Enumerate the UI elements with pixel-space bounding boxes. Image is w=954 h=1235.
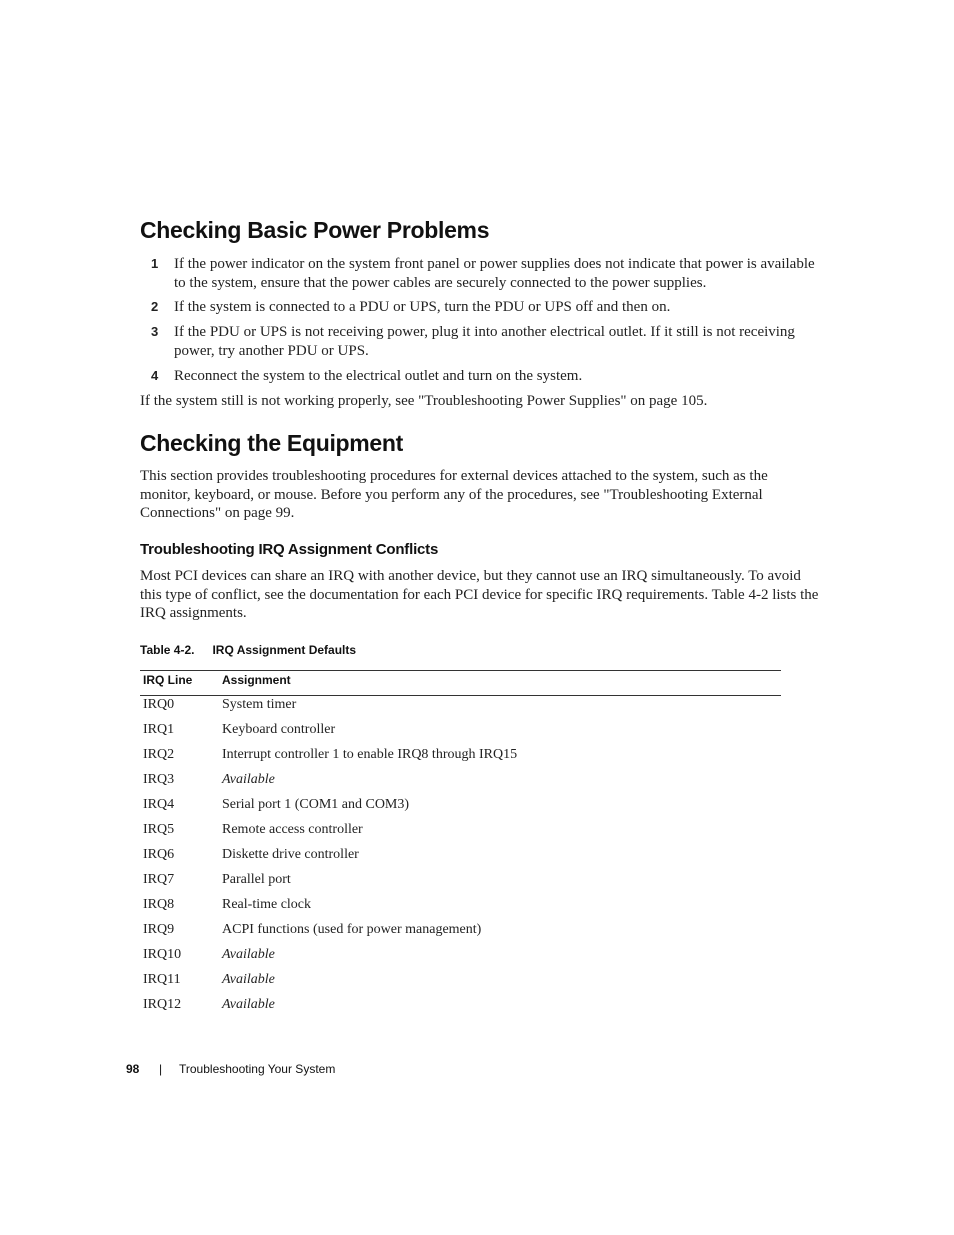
heading-checking-equipment: Checking the Equipment xyxy=(140,430,404,456)
page-footer xyxy=(126,1062,336,1076)
footer-separator: | xyxy=(159,1062,163,1076)
table-row xyxy=(140,897,781,922)
heading-irq-conflicts: Troubleshooting IRQ Assignment Conflicts xyxy=(140,541,439,558)
irq-line-cell: IRQ12 xyxy=(143,997,182,1012)
table-caption xyxy=(140,643,356,657)
irq-line-cell: IRQ8 xyxy=(143,897,175,912)
power-closing-text: If the system still is not working properly, see "Troubleshooting Power Supplies" on page 105. xyxy=(140,393,708,409)
assignment-cell: ACPI functions (used for power management) xyxy=(222,922,482,937)
table-header-assignment: Assignment xyxy=(222,673,291,687)
step-text: Reconnect the system to the electrical outlet and turn on the system. xyxy=(174,368,583,384)
table-row xyxy=(140,872,781,897)
irq-line-cell: IRQ11 xyxy=(143,972,181,987)
table-row xyxy=(140,797,781,822)
irq-line-cell: IRQ7 xyxy=(143,872,175,887)
table-header-rule xyxy=(140,695,781,696)
step-text: If the PDU or UPS is not receiving power, plug it into another electrical outlet. If it still is not receiving power, try another PDU or UPS. xyxy=(174,324,795,359)
step-text: If the power indicator on the system front panel or power supplies does not indicate that power is available to the system, ensure that the power cables are securely connected to the power supplies. xyxy=(174,256,815,291)
assignment-cell: Remote access controller xyxy=(222,822,363,837)
assignment-cell: Available xyxy=(222,772,275,787)
table-row xyxy=(140,947,781,972)
table-header-irq-line: IRQ Line xyxy=(143,673,193,687)
irq-line-cell: IRQ9 xyxy=(143,922,175,937)
table-top-rule xyxy=(140,670,781,671)
assignment-cell: Available xyxy=(222,972,275,987)
heading-basic-power-problems: Checking Basic Power Problems xyxy=(140,217,490,243)
assignment-cell: Available xyxy=(222,947,275,962)
footer-chapter-title: Troubleshooting Your System xyxy=(179,1062,336,1076)
assignment-cell: Available xyxy=(222,997,275,1012)
table-row xyxy=(140,822,781,847)
irq-line-cell: IRQ1 xyxy=(143,722,175,737)
table-row xyxy=(140,997,781,1022)
irq-line-cell: IRQ3 xyxy=(143,772,175,787)
assignment-cell: Interrupt controller 1 to enable IRQ8 through IRQ15 xyxy=(222,747,518,762)
step-text: If the system is connected to a PDU or UPS, turn the PDU or UPS off and then on. xyxy=(174,299,671,315)
table-row xyxy=(140,772,781,797)
equipment-intro-text: This section provides troubleshooting procedures for external devices attached to the system, such as the monitor, keyboard, or mouse. Before you perform any of the procedures, see "Troubleshooting External Connections" on page 99. xyxy=(140,468,768,522)
irq-line-cell: IRQ6 xyxy=(143,847,175,862)
table-caption-title: IRQ Assignment Defaults xyxy=(212,643,357,657)
irq-line-cell: IRQ0 xyxy=(143,697,175,712)
table-caption-number: Table 4-2. xyxy=(140,643,195,657)
irq-line-cell: IRQ5 xyxy=(143,822,175,837)
irq-intro-text: Most PCI devices can share an IRQ with another device, but they cannot use an IRQ simultaneously. To avoid this type of conflict, see the documentation for each PCI device for specific IRQ requirements. Table 4-2 lists the IRQ assignments. xyxy=(140,568,819,622)
table-row xyxy=(140,922,781,947)
assignment-cell: Diskette drive controller xyxy=(222,847,359,862)
assignment-cell: Serial port 1 (COM1 and COM3) xyxy=(222,797,410,812)
table-row xyxy=(140,722,781,747)
assignment-cell: Real-time clock xyxy=(222,897,312,912)
irq-line-cell: IRQ4 xyxy=(143,797,175,812)
irq-line-cell: IRQ10 xyxy=(143,947,182,962)
table-row xyxy=(140,847,781,872)
page-number: 98 xyxy=(126,1062,140,1076)
table-row xyxy=(140,697,781,722)
step-number: 4 xyxy=(151,368,159,383)
table-row xyxy=(140,972,781,997)
irq-line-cell: IRQ2 xyxy=(143,747,175,762)
assignment-cell: Keyboard controller xyxy=(222,722,336,737)
table-row xyxy=(140,747,781,772)
step-number: 3 xyxy=(151,324,159,339)
step-number: 1 xyxy=(151,256,159,271)
assignment-cell: Parallel port xyxy=(222,872,291,887)
assignment-cell: System timer xyxy=(222,697,297,712)
step-number: 2 xyxy=(151,299,159,314)
